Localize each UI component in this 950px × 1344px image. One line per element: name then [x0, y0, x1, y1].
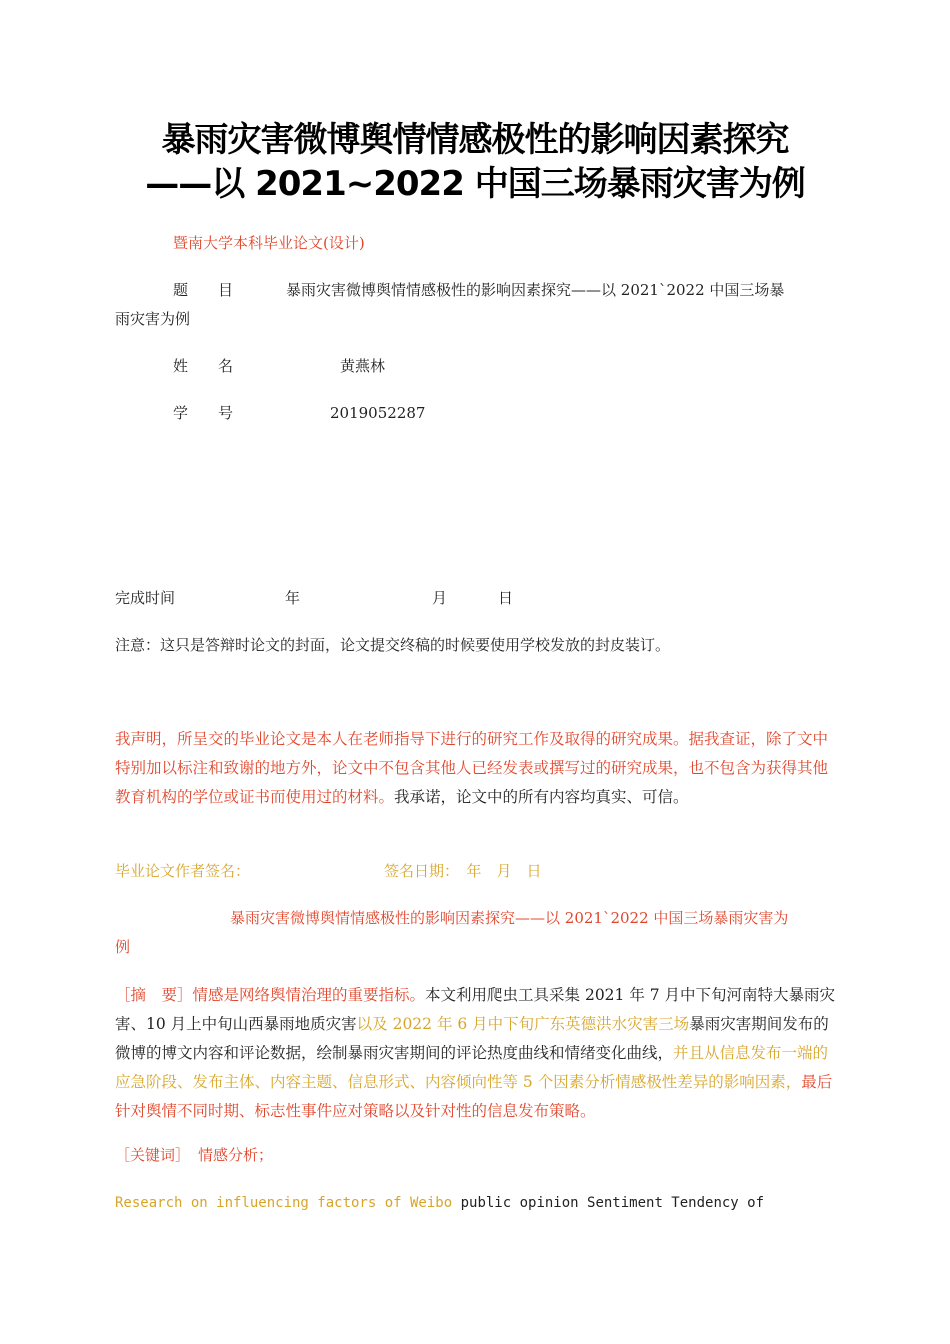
- abstract-conclusion: 最后针对舆情不同时期、标志性事件应对策略以及针对性的信息发布策略。: [115, 1073, 833, 1120]
- author-signature-label: 毕业论文作者签名：: [115, 862, 251, 880]
- english-title-rest: public opinion Sentiment Tendency of: [452, 1195, 765, 1211]
- declaration-promise: 我承诺，论文中的所有内容均真实、可信。: [394, 788, 689, 806]
- name-label: 姓 名: [173, 357, 234, 375]
- signature-date-label: 签名日期： 年 月 日: [384, 862, 542, 880]
- abstract-data-source: 本文利用爬虫工具采集 2021 年 7 月中下旬河南特大暴雨灾害、10 月上中旬山西暴雨地质灾害: [115, 986, 836, 1033]
- month-label: 月: [432, 589, 448, 607]
- english-title-highlight: Research on influencing factors of Weibo: [115, 1195, 453, 1211]
- abstract-factors: 并且从信息发布一端的应急阶段、发布主体、内容主题、信息形式、内容倾向性等 5 个因素分析情感极性差异的影响因素，: [115, 1044, 829, 1091]
- abstract-method: 暴雨灾害期间发布的微博的博文内容和评论数据，绘制暴雨灾害期间的评论热度曲线和情绪变化曲线，: [115, 1015, 829, 1062]
- topic-label: 题 目: [173, 281, 234, 299]
- name-value: 黄燕林: [340, 357, 386, 375]
- declaration-paragraph: [115, 725, 840, 812]
- day-label: 日: [498, 589, 514, 607]
- topic-value-continued: 雨灾害为例: [115, 310, 191, 328]
- student-id-value: 2019052287: [330, 404, 426, 422]
- cover-note: 注意：这只是答辩时论文的封面，论文提交终稿的时候要使用学校发放的封皮装订。: [115, 636, 671, 654]
- keywords-value: 情感分析；: [198, 1146, 274, 1164]
- year-label: 年: [285, 589, 301, 607]
- topic-value: 暴雨灾害微博舆情情感极性的影响因素探究——以 2021`2022 中国三场暴: [286, 281, 785, 299]
- document-title-line2: ——以 2021~2022 中国三场暴雨灾害为例: [145, 164, 805, 204]
- student-id-label: 学 号: [173, 404, 234, 422]
- abstract-title-continued: 例: [115, 938, 131, 956]
- english-title: [115, 1189, 764, 1218]
- abstract-title: 暴雨灾害微博舆情情感极性的影响因素探究——以 2021`2022 中国三场暴雨灾害为: [230, 909, 789, 927]
- abstract-guangdong: 以及 2022 年 6 月中下旬广东英德洪水灾害三场: [356, 1015, 690, 1033]
- abstract-paragraph: [115, 981, 840, 1126]
- abstract-intro: 情感是网络舆情治理的重要指标。: [192, 986, 426, 1004]
- document-title-line1: 暴雨灾害微博舆情情感极性的影响因素探究: [161, 120, 789, 160]
- completion-date-label: 完成时间: [115, 589, 176, 607]
- abstract-label: ［摘 要］: [115, 986, 193, 1004]
- keywords-label: ［关键词］: [115, 1146, 191, 1164]
- declaration-statement: 我声明，所呈交的毕业论文是本人在老师指导下进行的研究工作及取得的研究成果。据我查证，除了文中特别加以标注和致谢的地方外，论文中不包含其他人已经发表或撰写过的研究成果，也不包含为获得其他教育机构的学位或证书而使用过的材料。: [115, 730, 829, 806]
- university-heading: 暨南大学本科毕业论文(设计): [173, 234, 365, 252]
